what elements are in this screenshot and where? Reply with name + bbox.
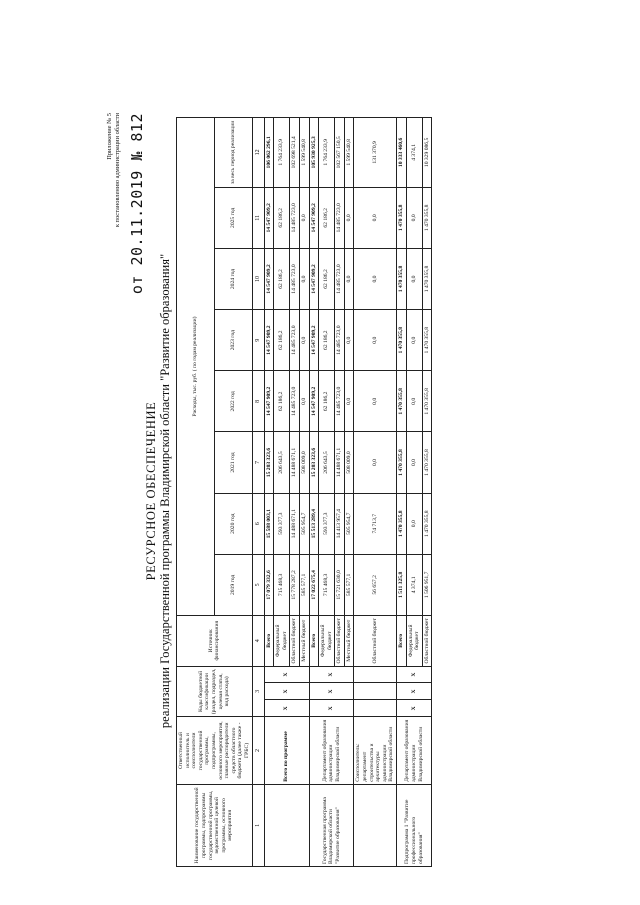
year-header: за весь период реализации [214,118,252,188]
expense-value: 15 513 289,4 [309,493,319,554]
expense-value: 0,0 [354,432,397,493]
expense-value: 14 485 723,0 [335,187,345,248]
column-number: 4 [252,615,264,666]
header-name: Наименование государственной программы, подпрограммы государственной программы, ведомственной целевой программы, основного мероприятия [177,784,253,866]
expense-value: 17 079 332,6 [264,554,274,615]
expense-value: 593 377,3 [319,493,335,554]
expense-value: 102 567 150,5 [335,118,345,188]
year-header: 2021 год [214,432,252,493]
header-executor: Ответственный исполнитель и соисполнители государственной программы, подпрограммы, основного мероприятия, главные распорядители средств областного бюджета (далее также - ГРБС) [177,717,253,785]
expense-value: 0,0 [354,310,397,371]
expense-value: 14 485 723,0 [335,310,345,371]
expense-value: 14 547 909,2 [264,371,274,432]
table-row [264,118,274,867]
budget-code: X [397,666,432,683]
budget-code: X [264,700,309,717]
expense-value: 0,0 [344,187,354,248]
expense-value: 1 470 355,8 [397,432,407,493]
expense-value: 14 547 909,2 [309,248,319,309]
funding-source: Всего [397,615,407,666]
expense-value: 62 186,2 [274,371,290,432]
funding-source: Федеральный бюджет [274,615,290,666]
expense-value: 15 721 630,0 [335,554,345,615]
expense-value: 62 186,2 [319,248,335,309]
expense-value: 15 588 003,1 [264,493,274,554]
column-number: 1 [252,784,264,866]
program-executor: Департамент образования администрации Владимирской области [309,717,354,785]
expense-value: 1 599 540,8 [344,118,354,188]
budget-code: X [264,666,309,683]
budget-code: X [397,700,432,717]
expense-value: 1 470 355,8 [422,371,432,432]
expense-value: 131 370,9 [354,118,397,188]
budget-code: X [309,700,354,717]
column-number: 6 [252,493,264,554]
expense-value: 102 698 521,4 [290,118,300,188]
budget-code [354,700,397,717]
funding-source: Всего [309,615,319,666]
funding-source: Местный бюджет [299,615,309,666]
year-header: 2024 год [214,248,252,309]
expense-value: 62 186,2 [274,187,290,248]
budget-code: X [397,683,432,700]
expense-value: 105 930 925,3 [309,118,319,188]
year-header: 2025 год [214,187,252,248]
column-number: 12 [252,118,264,188]
expense-value: 1 470 355,8 [422,432,432,493]
expense-value: 14 488 671,1 [290,432,300,493]
year-header: 2023 год [214,310,252,371]
expense-value: 1 470 355,8 [397,187,407,248]
expense-value: 585 577,1 [299,554,309,615]
budget-code [354,683,397,700]
column-number: 8 [252,371,264,432]
document-subtitle: реализации Государственной программы Владимирской области "Развитие образования" [158,253,172,729]
expense-value: 14 547 909,2 [309,187,319,248]
appendix-line-2: к постановлению администрации области [114,113,121,228]
expense-value: 1 511 325,8 [397,554,407,615]
funding-source: Областной бюджет [354,615,397,666]
expense-value: 56 657,2 [354,554,397,615]
expense-value: 1 506 951,7 [422,554,432,615]
expense-value: 0,0 [299,248,309,309]
rotated-sheet [94,101,574,881]
expense-value: 505 954,7 [344,493,354,554]
budget-code [354,666,397,683]
expense-value: 0,0 [344,310,354,371]
expense-value: 1 764 233,9 [274,118,290,188]
program-executor: Всего по программе [264,717,309,785]
column-number: 5 [252,554,264,615]
funding-source: Федеральный бюджет [406,615,422,666]
expense-value: 0,0 [406,371,422,432]
column-number: 7 [252,432,264,493]
expense-value: 1 470 355,8 [422,187,432,248]
funding-source: Областной бюджет [422,615,432,666]
expense-value: 62 186,2 [319,187,335,248]
expense-value: 15 203 323,6 [309,432,319,493]
header-expenses: Расходы, тыс. руб. ( по годам реализации) [177,118,215,616]
expense-value: 14 488 671,1 [335,432,345,493]
table-row [309,118,319,867]
table-row [397,118,407,867]
column-number: 11 [252,187,264,248]
column-number: 3 [252,666,264,717]
expense-value: 0,0 [406,187,422,248]
expense-value: 0,0 [406,493,422,554]
expense-value: 0,0 [299,187,309,248]
expense-value: 4 374,1 [406,554,422,615]
expense-value: 1 470 355,8 [397,248,407,309]
year-header: 2020 год [214,493,252,554]
expense-value: 62 186,2 [319,310,335,371]
expense-value: 0,0 [406,432,422,493]
expense-value: 62 186,2 [274,310,290,371]
appendix-line-1: Приложение № 5 [106,113,113,160]
expense-value: 585 577,1 [344,554,354,615]
expense-value: 206 643,5 [319,432,335,493]
expense-value: 715 468,3 [319,554,335,615]
expense-value: 14 485 723,0 [290,187,300,248]
expense-value: 10 329 086,5 [422,118,432,188]
expense-value: 14 485 723,0 [290,310,300,371]
expense-value: 0,0 [344,371,354,432]
expense-value: 10 333 460,6 [397,118,407,188]
expense-value: 1 470 355,8 [397,371,407,432]
header-codes: Коды бюджетной классификации (раздел, подраздел, целевая статья, вид расхода) [177,666,253,717]
funding-source: Областной бюджет [290,615,300,666]
expense-value: 0,0 [299,371,309,432]
expense-value: 508 009,0 [299,432,309,493]
expense-value: 1 599 540,8 [299,118,309,188]
expense-value: 1 470 355,8 [422,248,432,309]
expense-value: 14 488 671,1 [290,493,300,554]
column-number: 9 [252,310,264,371]
table-row [354,118,397,867]
table-body [264,118,432,867]
program-name: Подпрограмма 1 "Развитие профессионального образования" [397,784,432,866]
expense-value: 17 022 675,4 [309,554,319,615]
expense-value: 14 547 909,2 [309,310,319,371]
column-number: 2 [252,717,264,785]
expense-value: 62 186,2 [319,371,335,432]
budget-code: X [309,666,354,683]
funding-source: Федеральный бюджет [319,615,335,666]
expense-value: 106 062 296,1 [264,118,274,188]
expense-value: 14 485 723,0 [290,248,300,309]
appendix-date-number: от 20.11.2019 № 812 [128,113,146,295]
expense-value: 0,0 [354,248,397,309]
expense-value: 14 547 909,2 [309,371,319,432]
expense-value: 14 547 909,2 [264,248,274,309]
expense-value: 74 713,7 [354,493,397,554]
expense-value: 1 470 355,8 [422,310,432,371]
expense-value: 14 485 723,0 [290,371,300,432]
expense-value: 4 374,1 [406,118,422,188]
expense-value: 0,0 [354,371,397,432]
expense-value: 0,0 [299,310,309,371]
document-title: РЕСУРСНОЕ ОБЕСПЕЧЕНИЕ [144,401,158,581]
expense-value: 1 470 355,8 [397,493,407,554]
expense-value: 593 377,3 [274,493,290,554]
expense-value: 508 009,0 [344,432,354,493]
expense-value: 0,0 [406,248,422,309]
expense-value: 0,0 [344,248,354,309]
expense-value: 14 485 723,0 [335,248,345,309]
expense-value: 0,0 [406,310,422,371]
expense-value: 15 203 323,6 [264,432,274,493]
funding-source: Местный бюджет [344,615,354,666]
expense-value: 15 778 287,2 [290,554,300,615]
header-source: Источник финансирования [177,615,253,666]
expense-value: 1 764 233,9 [319,118,335,188]
expense-value: 0,0 [354,187,397,248]
expense-value: 505 954,7 [299,493,309,554]
expense-value: 1 470 355,8 [397,310,407,371]
program-name [264,784,309,866]
expense-value: 14 485 723,0 [335,371,345,432]
expense-value: 715 468,3 [274,554,290,615]
program-executor: Департамент образования администрации Владимирской области [397,717,432,785]
funding-source: Всего [264,615,274,666]
program-executor: Соисполнитель: департамент строительства и архитектуры администрации Владимирской области [354,717,397,785]
expense-value: 14 547 909,2 [264,310,274,371]
year-header: 2019 год [214,554,252,615]
resource-table [176,117,432,867]
expense-value: 206 643,5 [274,432,290,493]
year-header: 2022 год [214,371,252,432]
column-number-row [252,118,264,867]
budget-code: X [309,683,354,700]
expense-value: 14 413 957,4 [335,493,345,554]
program-name: Государственная программа Владимирской области "Развитие образования" [309,784,354,866]
expense-value: 14 547 909,2 [264,187,274,248]
expense-value: 1 470 355,8 [422,493,432,554]
expense-value: 62 186,2 [274,248,290,309]
program-name [354,784,397,866]
budget-code: X [264,683,309,700]
funding-source: Областной бюджет [335,615,345,666]
column-number: 10 [252,248,264,309]
